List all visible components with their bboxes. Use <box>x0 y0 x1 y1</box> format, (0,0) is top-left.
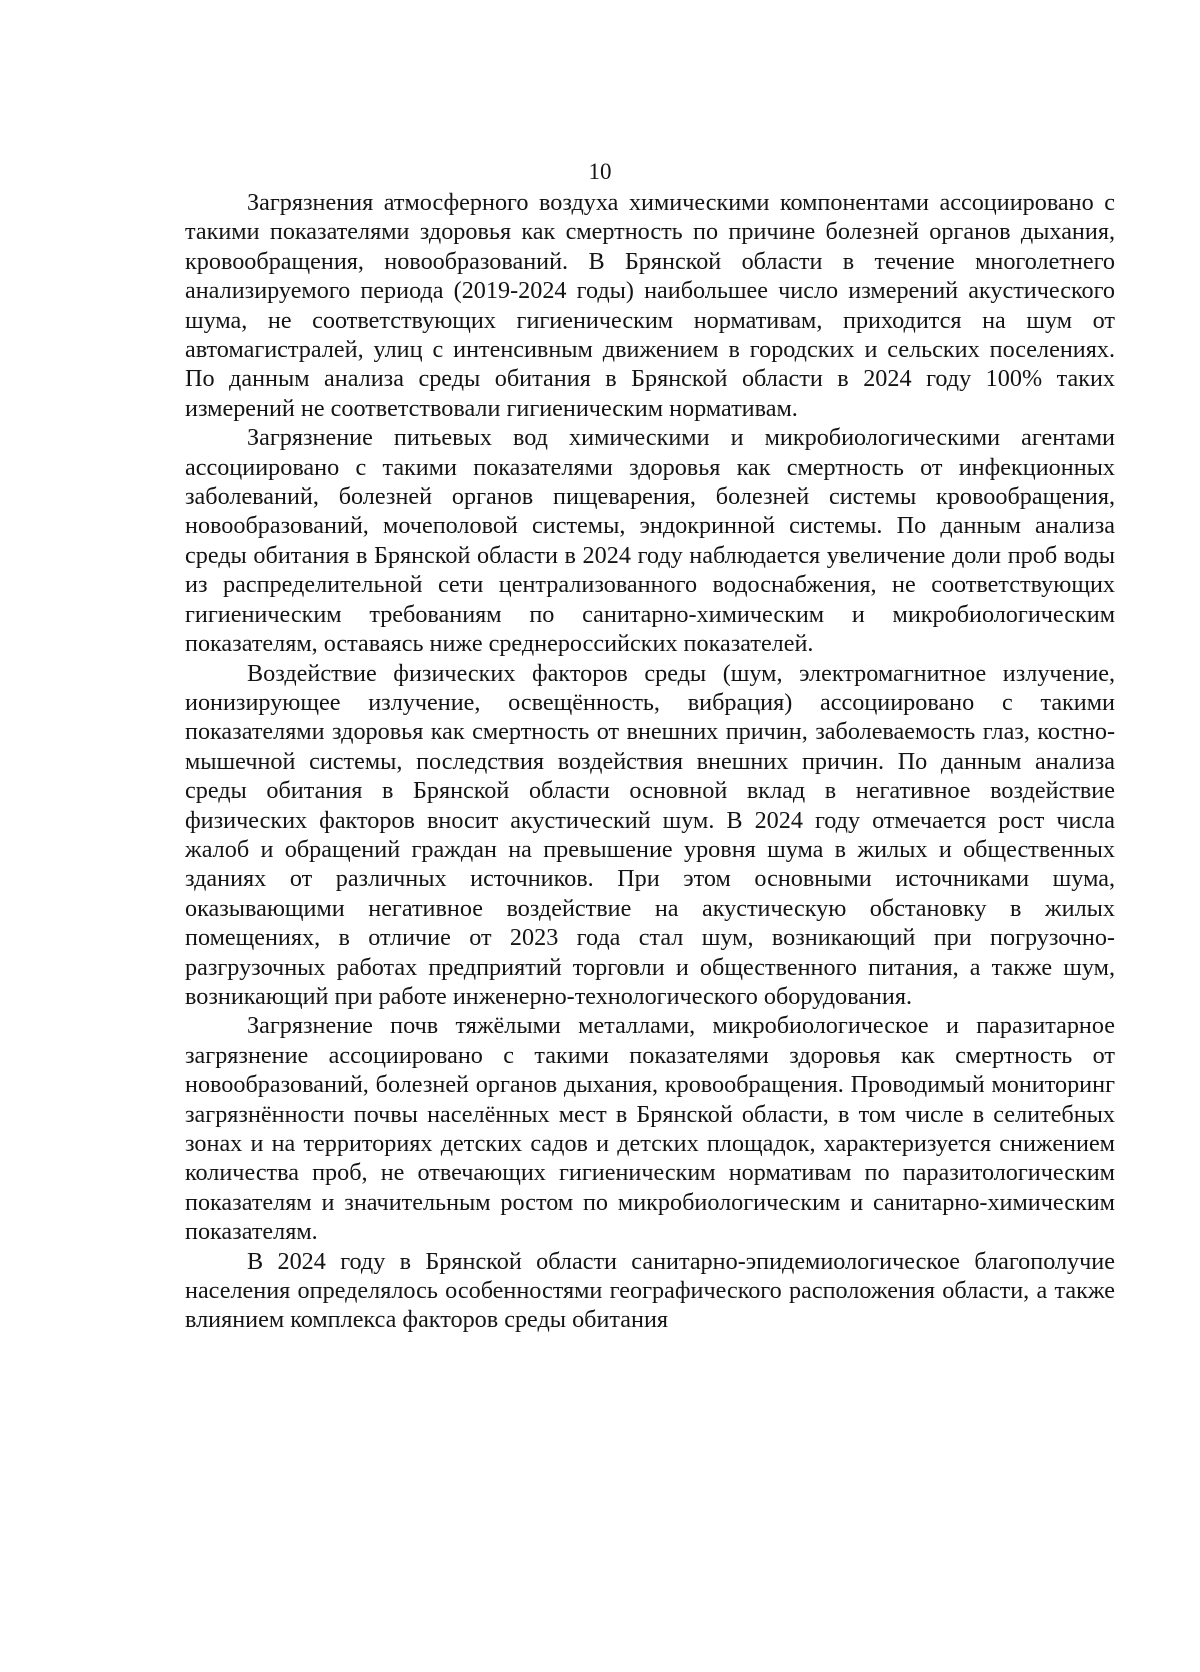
paragraph-sanitary-wellbeing: В 2024 году в Брянской области санитарно-эпидемиологическое благополучие населения определялось особенностями географического расположения области, а также влиянием комплекса факторов среды обитания <box>185 1247 1115 1334</box>
page-number: 10 <box>588 159 612 184</box>
document-body <box>185 188 1115 1335</box>
paragraph-physical-factors: Воздействие физических факторов среды (шум, электромагнитное излучение, ионизирующее излучение, освещённость, вибрация) ассоциировано с такими показателями здоровья как смертность от внешних причин, заболеваемость глаз, костно-мышечной системы, последствия воздействия внешних причин. По данным анализа среды обитания в Брянской области основной вклад в негативное воздействие физических факторов вносит акустический шум. В 2024 году отмечается рост числа жалоб и обращений граждан на превышение уровня шума в жилых и общественных зданиях от различных источников. При этом основными источниками шума, оказывающими негативное воздействие на акустическую обстановку в жилых помещениях, в отличие от 2023 года стал шум, возникающий при погрузочно-разгрузочных работах предприятий торговли и общественного питания, а также шум, возникающий при работе инженерно-технологического оборудования. <box>185 659 1115 1010</box>
paragraph-air-pollution: Загрязнения атмосферного воздуха химическими компонентами ассоциировано с такими показателями здоровья как смертность по причине болезней органов дыхания, кровообращения, новообразований. В Брянской области в течение многолетнего анализируемого периода (2019-2024 годы) наибольшее число измерений акустического шума, не соответствующих гигиеническим нормативам, приходится на шум от автомагистралей, улиц с интенсивным движением в городских и сельских поселениях. По данным анализа среды обитания в Брянской области в 2024 году 100% таких измерений не соответствовали гигиеническим нормативам. <box>185 189 1115 422</box>
paragraph-soil-pollution: Загрязнение почв тяжёлыми металлами, микробиологическое и паразитарное загрязнение ассоциировано с такими показателями здоровья как смертность от новообразований, болезней органов дыхания, кровообращения. Проводимый мониторинг загрязнённости почвы населённых мест в Брянской области, в том числе в селитебных зонах и на территориях детских садов и детских площадок, характеризуется снижением количества проб, не отвечающих гигиеническим нормативам по паразитологическим показателям и значительным ростом по микробиологическим и санитарно-химическим показателям. <box>185 1012 1115 1246</box>
paragraph-drinking-water: Загрязнение питьевых вод химическими и микробиологическими агентами ассоциировано с такими показателями здоровья как смертность от инфекционных заболеваний, болезней органов пищеварения, болезней системы кровообращения, новообразований, мочеполовой системы, эндокринной системы. По данным анализа среды обитания в Брянской области в 2024 году наблюдается увеличение доли проб воды из распределительной сети централизованного водоснабжения, не соответствующих гигиеническим требованиям по санитарно-химическим и микробиологическим показателям, оставаясь ниже среднероссийских показателей. <box>185 424 1115 658</box>
